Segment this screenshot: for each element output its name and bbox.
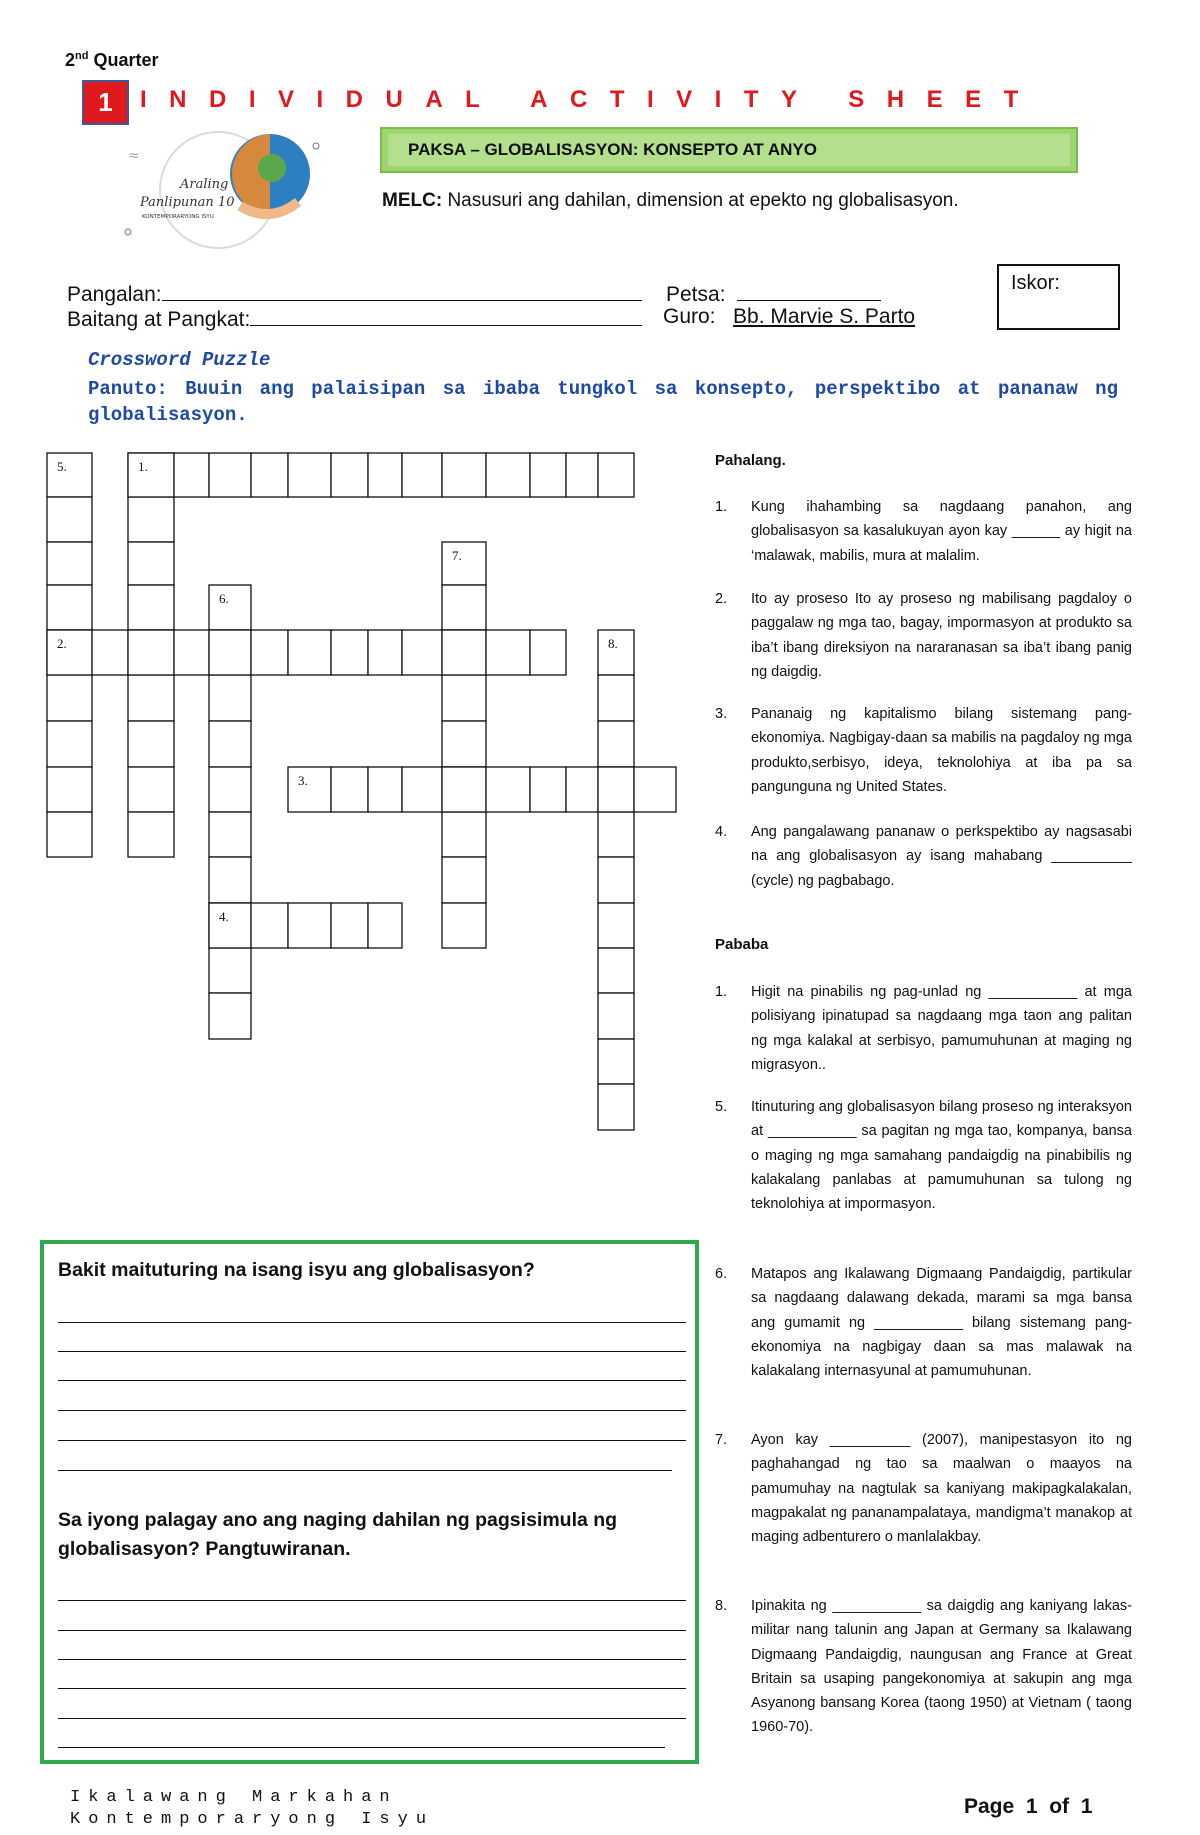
across-3-cell[interactable] xyxy=(598,767,634,812)
teacher-name: Bb. Marvie S. Parto xyxy=(733,305,916,328)
across-2-cell[interactable] xyxy=(402,630,442,675)
across-4-cell[interactable] xyxy=(288,903,331,948)
across-3-cell[interactable] xyxy=(331,767,368,812)
across-2-cell[interactable] xyxy=(288,630,331,675)
answer-line[interactable] xyxy=(58,1600,686,1601)
across-1-cell[interactable] xyxy=(442,453,486,497)
down-7-cell[interactable] xyxy=(442,675,486,721)
logo-line3: KONTEMPORARYONG ISYU xyxy=(142,214,214,220)
across-2-cell[interactable] xyxy=(209,630,251,675)
clue-number: 6. xyxy=(219,591,229,606)
answer-line[interactable] xyxy=(58,1659,686,1660)
answer-line[interactable] xyxy=(58,1688,686,1689)
down-6-cell[interactable] xyxy=(209,948,251,993)
across-heading: Pahalang. xyxy=(715,452,786,469)
across-2-cell[interactable] xyxy=(128,630,174,675)
across-1-cell[interactable] xyxy=(209,453,251,497)
down-8-cell[interactable] xyxy=(598,903,634,948)
puzzle-instructions: Panuto: Buuin ang palaisipan sa ibaba tungkol sa konsepto, perspektibo at pananaw ng globalisasyon. xyxy=(88,378,1118,426)
down-6-cell[interactable] xyxy=(209,767,251,812)
across-1-cell[interactable] xyxy=(331,453,368,497)
down-8-cell[interactable] xyxy=(598,993,634,1039)
down-5-cell[interactable] xyxy=(47,767,92,812)
down-8-cell[interactable] xyxy=(598,812,634,857)
down-7-cell[interactable] xyxy=(442,585,486,630)
crossword-grid xyxy=(0,0,720,1240)
down-clue-5: 5. Itinuturing ang globalisasyon bilang proseso ng interaksyon at ___________ sa pagitan ng mga tao, kompanya, bansa o maging ng mga samahang pandaigdig na pinabibilis ng kalakalang panlabas at pamumuhunan sa tulong ng teknolohiya at impormasyon. xyxy=(715,1099,1132,1213)
down-5-cell[interactable] xyxy=(47,812,92,857)
across-1-cell[interactable] xyxy=(566,453,598,497)
down-7-cell[interactable] xyxy=(442,721,486,767)
down-5-cell[interactable] xyxy=(47,721,92,767)
down-6-cell[interactable] xyxy=(209,993,251,1039)
across-1-cell[interactable] xyxy=(288,453,331,497)
down-5-cell[interactable] xyxy=(47,497,92,542)
down-1-cell[interactable] xyxy=(128,675,174,721)
across-4-cell[interactable] xyxy=(209,903,251,948)
down-6-cell[interactable] xyxy=(209,585,251,630)
answer-line[interactable] xyxy=(58,1380,686,1381)
clue-number: 5. xyxy=(57,459,67,474)
across-4-cell[interactable] xyxy=(368,903,402,948)
sheet-number-badge: 1 xyxy=(82,80,129,125)
down-6-cell[interactable] xyxy=(209,721,251,767)
across-3-cell[interactable] xyxy=(486,767,530,812)
logo-line2: Panlipunan 10 xyxy=(140,195,235,210)
answer-line[interactable] xyxy=(58,1322,686,1323)
across-2-cell[interactable] xyxy=(331,630,368,675)
down-1-cell[interactable] xyxy=(128,497,174,542)
teacher-field: Guro: Bb. Marvie S. Parto xyxy=(663,305,916,328)
down-clue-8: 8. Ipinakita ng ___________ sa daigdig ang kaniyang lakas-militar nang talunin ang Japan at Germany sa Ikalawang Digmaang Pandaigdig, naungusan ang France at Great Britain sa usaping pangekonomiya at sakupin ang mga Asyanong bansang Korea (taong 1950) at Vietnam ( taong 1960-70). xyxy=(715,1598,1132,1736)
across-clue-2: 2. Ito ay proseso Ito ay proseso ng mabilisang pagdaloy o paggalaw ng mga tao, bagay, impormasyon at produkto sa iba’t ibang direksiyon na nararanasan sa iba’t ibang panig ng daigdig. xyxy=(715,591,1132,680)
down-6-cell[interactable] xyxy=(209,675,251,721)
down-8-cell[interactable] xyxy=(598,721,634,767)
across-3-cell[interactable] xyxy=(634,767,676,812)
down-1-cell[interactable] xyxy=(128,812,174,857)
date-field: Petsa: xyxy=(666,280,881,307)
down-7-cell[interactable] xyxy=(442,857,486,903)
across-2-cell[interactable] xyxy=(92,630,128,675)
clue-number: 7. xyxy=(452,548,462,563)
across-4-cell[interactable] xyxy=(251,903,288,948)
down-7-cell[interactable] xyxy=(442,903,486,948)
across-2-cell[interactable] xyxy=(368,630,402,675)
answer-line[interactable] xyxy=(58,1410,686,1411)
across-1-cell[interactable] xyxy=(598,453,634,497)
answer-line[interactable] xyxy=(58,1440,686,1441)
across-2-cell[interactable] xyxy=(251,630,288,675)
across-3-cell[interactable] xyxy=(368,767,402,812)
melc-line: MELC: Nasusuri ang dahilan, dimension at epekto ng globalisasyon. xyxy=(382,190,959,211)
across-1-cell[interactable] xyxy=(368,453,402,497)
logo-line1: Araling xyxy=(180,177,229,192)
down-1-cell[interactable] xyxy=(128,721,174,767)
answer-line[interactable] xyxy=(58,1630,686,1631)
down-5-cell[interactable] xyxy=(47,585,92,630)
clue-number: 4. xyxy=(219,909,229,924)
across-2-cell[interactable] xyxy=(442,630,486,675)
score-box[interactable]: Iskor: xyxy=(997,264,1120,330)
sheet-title: INDIVIDUAL ACTIVITY SHEET xyxy=(140,86,1041,113)
quarter-label: 2nd Quarter xyxy=(65,50,159,70)
across-2-cell[interactable] xyxy=(174,630,209,675)
across-clue-4: 4. Ang pangalawang pananaw o perkspektibo ay nagsasabi na ang globalisasyon ay isang mahabang __________ (cycle) ng pagbabago. xyxy=(715,824,1132,889)
across-1-cell[interactable] xyxy=(128,453,174,497)
across-2-cell[interactable] xyxy=(530,630,566,675)
down-clue-1: 1. Higit na pinabilis ng pag-unlad ng ___________ at mga polisiyang ipinatupad sa nagdaang mga taon ang palitan ng mga kalakal at serbisyo, pamumuhunan at maging ng migrasyon.. xyxy=(715,984,1132,1073)
across-3-cell[interactable] xyxy=(442,767,486,812)
name-field: Pangalan: xyxy=(67,280,642,307)
down-6-cell[interactable] xyxy=(209,812,251,857)
date-input-line[interactable] xyxy=(737,280,881,301)
across-4-cell[interactable] xyxy=(331,903,368,948)
puzzle-title: Crossword Puzzle xyxy=(88,349,271,371)
down-8-cell[interactable] xyxy=(598,675,634,721)
across-1-cell[interactable] xyxy=(402,453,442,497)
down-7-cell[interactable] xyxy=(442,542,486,585)
down-8-cell[interactable] xyxy=(598,857,634,903)
down-8-cell[interactable] xyxy=(598,1039,634,1084)
down-1-cell[interactable] xyxy=(128,585,174,630)
across-2-cell[interactable] xyxy=(47,630,92,675)
down-5-cell[interactable] xyxy=(47,542,92,585)
across-1-cell[interactable] xyxy=(486,453,530,497)
clue-number: 2. xyxy=(57,636,67,651)
footer-subject: Ikalawang Markahan Kontemporaryong Isyu xyxy=(70,1788,435,1829)
answer-line[interactable] xyxy=(58,1351,686,1352)
answer-line[interactable] xyxy=(58,1747,665,1748)
across-3-cell[interactable] xyxy=(402,767,442,812)
answer-line[interactable] xyxy=(58,1470,672,1471)
across-3-cell[interactable] xyxy=(288,767,331,812)
down-5-cell[interactable] xyxy=(47,675,92,721)
down-8-cell[interactable] xyxy=(598,1084,634,1130)
svg-text:≈: ≈ xyxy=(128,148,140,164)
across-clue-1: 1. Kung ihahambing sa nagdaang panahon, ang globalisasyon sa kasalukuyan ayon kay ______ ay higit na ‘malawak, mabilis, mura at malalim. xyxy=(715,499,1132,564)
across-clue-3: 3. Pananaig ng kapitalismo bilang sistemang pang-ekonomiya. Nagbigay-daan sa mabilis na pagdaloy ng mga produkto,serbisyo, ideya, teknolohiya at iba pa sa pangunguna ng United States. xyxy=(715,706,1132,795)
down-1-cell[interactable] xyxy=(128,767,174,812)
clue-number: 8. xyxy=(608,636,618,651)
topic-text: PAKSA – GLOBALISASYON: KONSEPTO AT ANYO xyxy=(388,134,1070,166)
across-1-cell[interactable] xyxy=(251,453,288,497)
clue-number: 3. xyxy=(298,773,308,788)
across-1-cell[interactable] xyxy=(174,453,209,497)
down-7-cell[interactable] xyxy=(442,812,486,857)
down-clue-7: 7. Ayon kay __________ (2007), manipestasyon ito ng paghahangad ng tao sa maalwan o maayos na pamumuhay na nagtulak sa kaniyang makipagkalakalan, magpakalat ng pananampalataya, mandigma’t manakop at maging adbenturero o manlalakbay. xyxy=(715,1432,1132,1546)
across-1-cell[interactable] xyxy=(530,453,566,497)
down-clue-6: 6. Matapos ang Ikalawang Digmaang Pandaigdig, partikular sa nagdaang dalawang dekada, marami sa mga bansa ang gumamit ng ___________ bilang sistemang pang-ekonomiya na nagbigay daan sa mas malawak na kalakalang internasyunal at pamumuhunan. xyxy=(715,1266,1132,1380)
down-6-cell[interactable] xyxy=(209,857,251,903)
answer-line[interactable] xyxy=(58,1718,686,1719)
reflection-questions-box xyxy=(40,1240,699,1764)
down-8-cell[interactable] xyxy=(598,948,634,993)
page-indicator: Page 1 of 1 xyxy=(964,1795,1093,1818)
down-1-cell[interactable] xyxy=(128,542,174,585)
down-5-cell[interactable] xyxy=(47,453,92,497)
across-3-cell[interactable] xyxy=(566,767,598,812)
grade-field: Baitang at Pangkat: xyxy=(67,305,642,332)
down-heading: Pababa xyxy=(715,936,769,953)
clue-number: 1. xyxy=(138,459,148,474)
question-1: Bakit maituturing na isang isyu ang globalisasyon? xyxy=(58,1259,535,1281)
question-2: Sa iyong palagay ano ang naging dahilan ng pagsisimula ng globalisasyon? Pangtuwiranan. xyxy=(58,1509,618,1560)
across-2-cell[interactable] xyxy=(486,630,530,675)
across-3-cell[interactable] xyxy=(530,767,566,812)
